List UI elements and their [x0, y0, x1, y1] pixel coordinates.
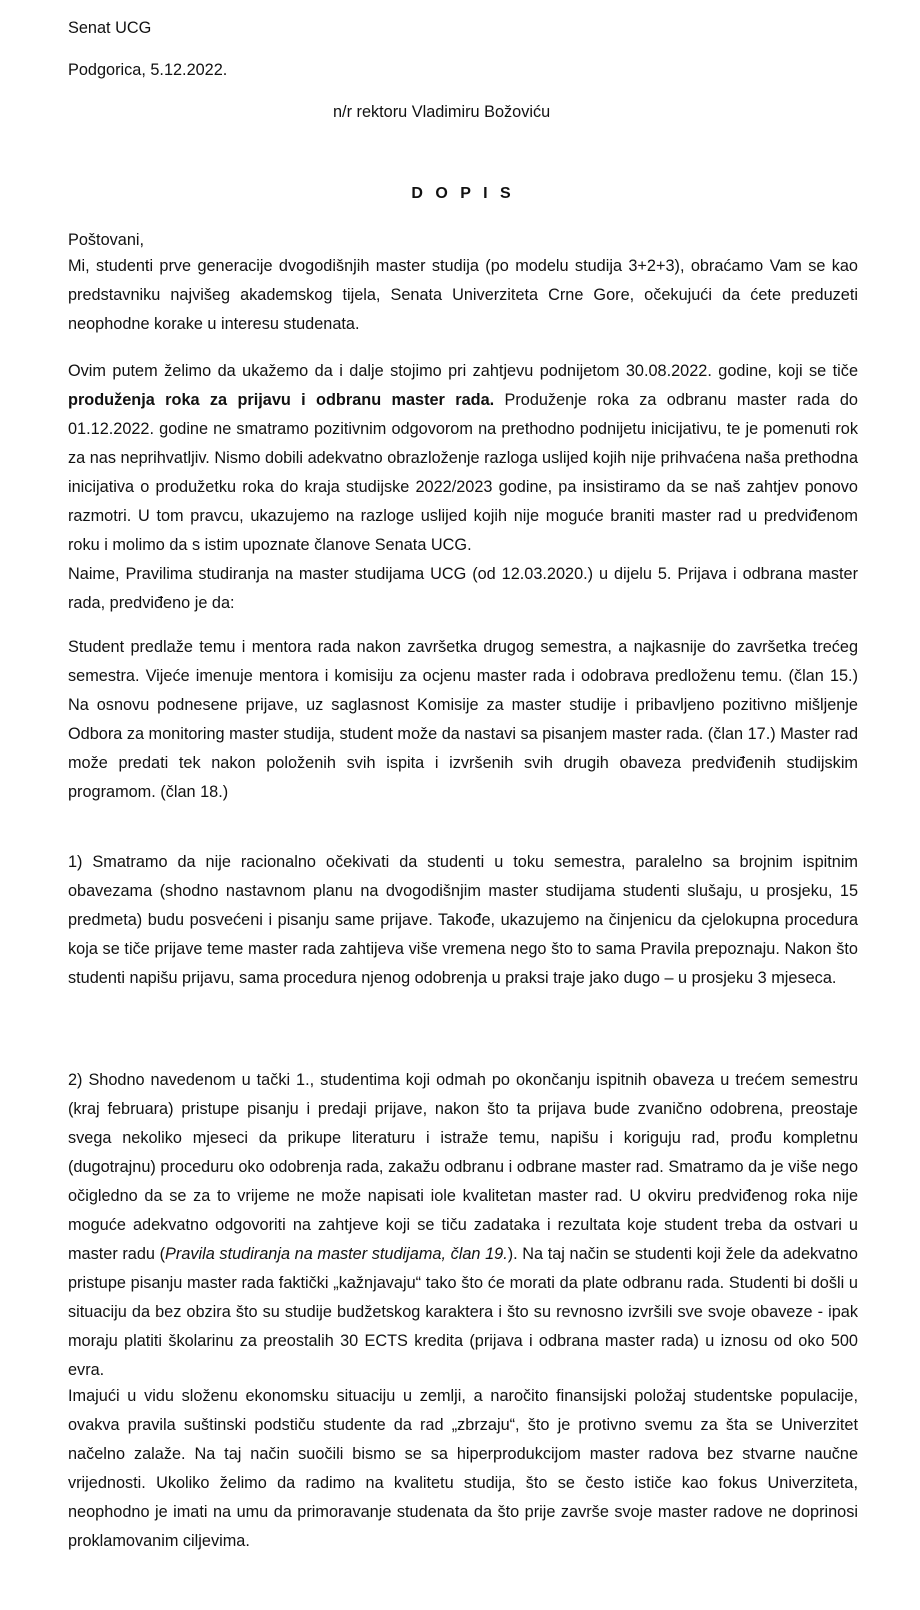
paragraph-intro-text: Mi, studenti prve generacije dvogodišnjih master studija (po modelu studija 3+2+3), obraćamo Vam se kao predstavniku najvišeg akademskog tijela, Senata Univerziteta Crne Gore, očekujući da ćete preduzeti neophodne korake u interesu studenata.	[68, 257, 858, 333]
paragraph-conclusion-text: Imajući u vidu složenu ekonomsku situaciju u zemlji, a naročito finansijski položaj studentske populacije, ovakva pravila suštinski podstiču studente da rad „zbrzaju“, što je protivno svemu za šta se Univerzitet načelno zalaže. Na taj način suočili bismo se sa hiperprodukcijom master radova bez stvarne naučne vrijednosti. Ukoliko želimo da radimo na kvalitetu studija, što se često ističe kao fokus Univerziteta, neophodno je imati na umu da primoravanje studenata da što prije završe svoje master radove ne doprinosi proklamovanim ciljevima.	[68, 1387, 858, 1550]
paragraph-request-bold: produženja roka za prijavu i odbranu master rada.	[68, 391, 495, 409]
document-title: D O P I S	[411, 185, 515, 202]
paragraph-point-1	[68, 848, 858, 993]
place-date: Podgorica, 5.12.2022.	[68, 61, 228, 79]
paragraph-request-text-a: Ovim putem želimo da ukažemo da i dalje stojimo pri zahtjevu podnijetom 30.08.2022. godine, koji se tiče	[68, 362, 858, 380]
paragraph-rules-intro-text: Naime, Pravilima studiranja na master studijama UCG (od 12.03.2020.) u dijelu 5. Prijava i odbrana master rada, predviđeno je da:	[68, 565, 858, 612]
recipient: n/r rektoru Vladimiru Božoviću	[333, 103, 551, 121]
paragraph-point-1-text: 1) Smatramo da nije racionalno očekivati da studenti u toku semestra, paralelno sa brojnim ispitnim obavezama (shodno nastavnom planu na dvogodišnjim master studijama studenti slušaju, u prosjeku, 15 predmeta) budu posvećeni i pisanju same prijave. Takođe, ukazujemo na činjenicu da cjelokupna procedura koja se tiče prijave teme master rada zahtijeva više vremena nego što to sama Pravila prepoznaju. Nakon što studenti napišu prijavu, sama procedura njenog odobrenja u praksi traje jako dugo – u prosjeku 3 mjeseca.	[68, 853, 858, 987]
paragraph-point-2-citation: Pravila studiranja na master studijama, član 19.	[165, 1245, 508, 1263]
paragraph-rules-quote-text: Student predlaže temu i mentora rada nakon završetka drugog semestra, a najkasnije do završetka trećeg semestra. Vijeće imenuje mentora i komisiju za ocjenu master rada i odobrava predloženu temu. (član 15.) Na osnovu podnesene prijave, uz saglasnost Komisije za master studije i pribavljeno pozitivno mišljenje Odbora za monitoring master studija, student može da nastavi sa pisanjem master rada. (član 17.) Master rad može predati tek nakon položenih svih ispita i izvršenih svih drugih obaveza predviđenih studijskim programom. (član 18.)	[68, 638, 859, 801]
paragraph-request	[68, 357, 858, 560]
salutation: Poštovani,	[68, 231, 145, 249]
sender: Senat UCG	[68, 19, 152, 37]
paragraph-point-2-text-a: 2) Shodno navedenom u tački 1., studentima koji odmah po okončanju ispitnih obaveza u trećem semestru (kraj februara) pristupe pisanju i predaji prijave, nakon što ta prijava bude zvanično odobrena, preostaje svega nekoliko mjeseci da prikupe literaturu i istraže temu, napišu i koriguju rad, prođu kompletnu (dugotrajnu) proceduru oko odobrenja rada, zakažu odbranu i odbrane master rad. Smatramo da je više nego očigledno da se za to vrijeme ne može napisati iole kvalitetan master rad. U okviru predviđenog roka nije moguće adekvatno odgovoriti na zahtjeve koji se tiču zadataka i rezultata koje student treba da ostvari u master radu (	[68, 1071, 858, 1263]
paragraph-intro	[68, 252, 858, 339]
paragraph-point-2-text-b: ). Na taj način se studenti koji žele da adekvatno pristupe pisanju master rada faktički „kažnjavaju“ tako što će morati da plate odbranu rada. Studenti bi došli u situaciju da bez obzira što su studije budžetskog karaktera i što su revnosno izvršili sve svoje obaveze - ipak moraju platiti školarinu za preostalih 30 ECTS kredita (prijava i odbrana master rada) u iznosu od oko 500 evra.	[68, 1245, 858, 1379]
paragraph-rules-intro	[68, 560, 858, 618]
paragraph-point-2	[68, 1066, 858, 1385]
paragraph-rules-quote	[68, 633, 858, 807]
paragraph-conclusion	[68, 1382, 858, 1556]
paragraph-request-text-b: Produženje roka za odbranu master rada do 01.12.2022. godine ne smatramo pozitivnim odgovorom na prethodno podnijetu inicijativu, te je pomenuti rok za nas neprihvatljiv. Nismo dobili adekvatno obrazloženje razloga uslijed kojih nije prihvaćena naša prethodna inicijativa o produžetku roka do kraja studijske 2022/2023 godine, pa insistiramo da se naš zahtjev ponovo razmotri. U tom pravcu, ukazujemo na razloge uslijed kojih nije moguće braniti master rad u predviđenom roku i molimo da s istim upoznate članove Senata UCG.	[68, 391, 858, 554]
